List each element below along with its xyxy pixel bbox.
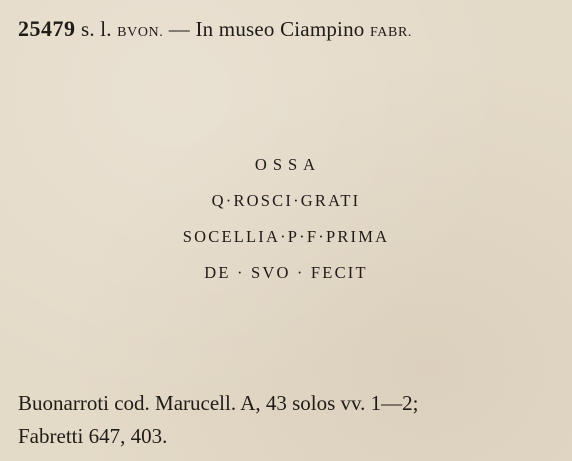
bibliography-line-2: Fabretti 647, 403. (18, 424, 168, 448)
entry-museum-text: — In museo Ciampino (163, 17, 370, 41)
entry-number: 25479 (18, 16, 76, 41)
inscription-line-3: SOCELLIA·P·F·PRIMA (182, 227, 390, 246)
inscription-line-1: OSSA (254, 155, 322, 174)
inscription-line-4: DE · SVO · FECIT (204, 263, 368, 282)
bibliography-line-1: Buonarroti cod. Marucell. A, 43 solos vv. 1—2; (18, 391, 419, 415)
inscription-line-2: Q·ROSCI·GRATI (211, 191, 361, 210)
bibliography-notes (18, 387, 419, 453)
entry-source-abbrev: BVON. (117, 25, 164, 40)
inscription-text (0, 147, 572, 291)
entry-editor-abbrev: FABR. (369, 25, 412, 40)
entry-location-text: s. l. (75, 17, 118, 41)
entry-header (18, 16, 412, 42)
